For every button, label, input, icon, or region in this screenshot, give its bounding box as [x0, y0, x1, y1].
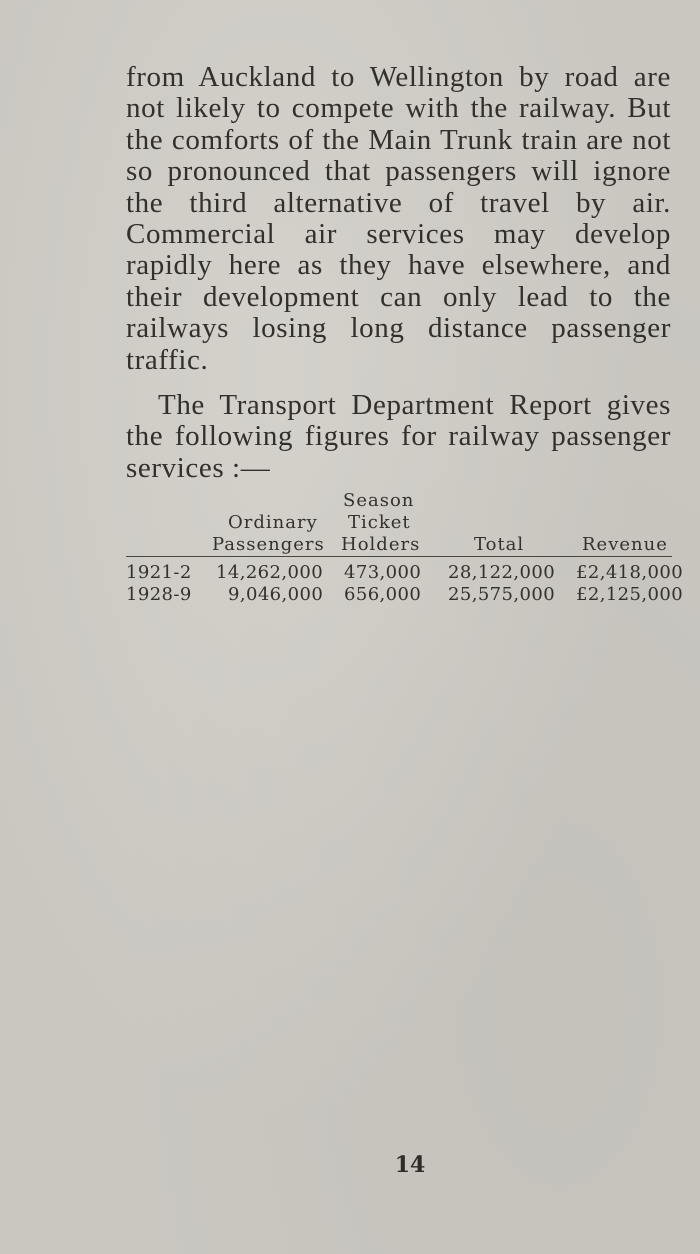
header-season-line1: Season	[343, 490, 415, 511]
row-revenue: £2,125,000	[576, 584, 684, 605]
body-paragraph-1: from Auckland to Wellington by road are not likely to compete with the railway. But the comforts of the Main Trunk train are not so pronounced that passengers will ignore the third alternative of travel by air. Commercial air services may develop rapidly here as they have elsewhere, and their development can only lead to the railways losing long distance passenger traffic.	[126, 61, 671, 376]
row-total: 28,122,000	[448, 562, 556, 583]
row-ordinary: 9,046,000	[228, 584, 324, 605]
header-season-line3: Holders	[341, 534, 421, 555]
row-year: 1921-2	[126, 562, 192, 583]
row-total: 25,575,000	[448, 584, 556, 605]
row-year: 1928-9	[126, 584, 192, 605]
header-ordinary-line1: Ordinary	[228, 512, 318, 533]
row-season: 656,000	[344, 584, 422, 605]
header-season-line2: Ticket	[348, 512, 411, 533]
body-paragraph-2: The Transport Department Report gives the following figures for railway passenger services :—	[126, 389, 671, 484]
page-number: 14	[394, 1152, 426, 1178]
row-ordinary: 14,262,000	[216, 562, 324, 583]
header-total: Total	[474, 534, 525, 555]
header-rule	[126, 556, 672, 557]
header-ordinary-line2: Passengers	[212, 534, 325, 555]
row-season: 473,000	[344, 562, 422, 583]
row-revenue: £2,418,000	[576, 562, 684, 583]
header-revenue: Revenue	[582, 534, 668, 555]
